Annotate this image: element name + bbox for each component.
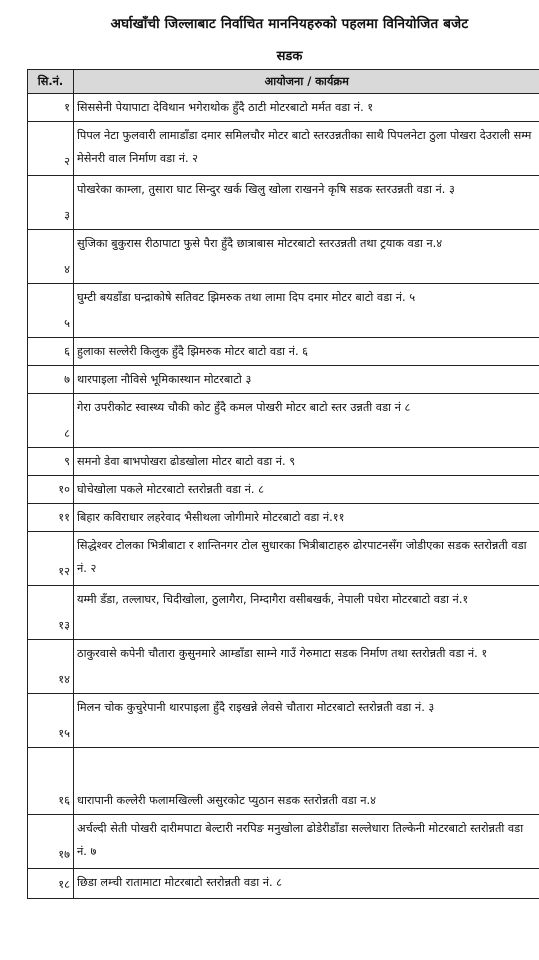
table-row bbox=[28, 94, 539, 122]
row-serial-number: २ bbox=[28, 122, 74, 176]
table-row bbox=[28, 869, 539, 899]
row-serial-number: ९ bbox=[28, 448, 74, 476]
row-program-description: पिपल नेटा फुलवारी लामाडाँडा दमार समिलचौर मोटर बाटो स्तरउन्नतीका साथै पिपलनेटा ठुला पोखरा देउराली सम्म मेसेनरी वाल निर्माण वडा नं. २ bbox=[74, 122, 539, 176]
row-program-description: अर्चल्दी सेती पोखरी दारीमपाटा बेल्टारी नरपिङ मनुखोला ढोडेरीडाँडा सल्लेधारा तिल्केनी मोटरबाटो स्तरोन्नती वडा नं. ७ bbox=[74, 815, 539, 869]
table-row bbox=[28, 176, 539, 230]
table-row bbox=[28, 230, 539, 284]
row-program-description: समनो डेवा बाभपोखरा ढोडखोला मोटर बाटो वडा नं. ९ bbox=[74, 448, 539, 476]
row-program-description: धारापानी कल्लेरी फलामखिल्ली असुरकोट प्युठान सडक स्तरोन्नती वडा न.४ bbox=[74, 748, 539, 815]
document-title: अर्घाखाँची जिल्लाबाट निर्वाचित माननियहरुको पहलमा विनियोजित बजेट bbox=[110, 16, 469, 32]
row-program-description: घुम्टी बयडाँडा घन्द्राकोषे सतिवट झिमरुक तथा लामा दिप दमार मोटर बाटो वडा नं. ५ bbox=[74, 284, 539, 338]
table-row bbox=[28, 815, 539, 869]
row-program-description: बिहार कविराधार लहरेवाद भैसीथला जोगीमारे मोटरबाटो वडा नं.११ bbox=[74, 504, 539, 532]
header-serial-number: सि.नं. bbox=[28, 70, 74, 94]
header-program: आयोजना / कार्यक्रम bbox=[74, 70, 539, 94]
row-serial-number: १५ bbox=[28, 694, 74, 748]
table-row bbox=[28, 694, 539, 748]
row-program-description: घोचेखोला पकले मोटरबाटो स्तरोन्नती वडा नं. ८ bbox=[74, 476, 539, 504]
row-program-description: थारपाइला नौविसे भूमिकास्थान मोटरबाटो ३ bbox=[74, 366, 539, 394]
table-row bbox=[28, 366, 539, 394]
row-program-description: ठाकुरवासे कपेनी चौतारा कुसुनमारे आम्डाँडा साम्ने गाउँ गेरुमाटा सडक निर्माण तथा स्तरोन्नती वडा नं. १ bbox=[74, 640, 539, 694]
row-program-description: यम्मी डँडा, तल्लाघर, चिदीखोला, ठुलागैरा, निम्दागैरा वसीबखर्क, नेपाली पधेरा मोटरबाटो वडा नं.१ bbox=[74, 586, 539, 640]
row-serial-number: १८ bbox=[28, 869, 74, 899]
row-program-description: सिद्धेश्वर टोलका भित्रीबाटा र शान्तिनगर टोल सुधारका भित्रीबाटाहरु ढोरपाटनसँग जोडीएका सडक स्तरोन्नती वडा नं. २ bbox=[74, 532, 539, 586]
row-program-description: गेरा उपरीकोट स्वास्थ्य चौकी कोट हुँदै कमल पोखरी मोटर बाटो स्तर उन्नती वडा नं ८ bbox=[74, 394, 539, 448]
table-header-row bbox=[28, 70, 539, 94]
row-program-description: सिससेनी पेयापाटा देविथान भगेराथोक हुँदै ठाटी मोटरबाटो मर्मत वडा नं. १ bbox=[74, 94, 539, 122]
row-program-description: हुलाका सल्लेरी किलुक हुँदै झिमरुक मोटर बाटो वडा नं. ६ bbox=[74, 338, 539, 366]
row-serial-number: १७ bbox=[28, 815, 74, 869]
row-serial-number: ६ bbox=[28, 338, 74, 366]
row-serial-number: १३ bbox=[28, 586, 74, 640]
row-serial-number: १२ bbox=[28, 532, 74, 586]
row-program-description: मिलन चोक कुचुरेपानी थारपाइला हुँदै राइखन्ने लेवसे चौतारा मोटरबाटो स्तरोन्नती वडा नं. ३ bbox=[74, 694, 539, 748]
section-heading: सडक bbox=[276, 49, 303, 64]
table-row bbox=[28, 122, 539, 176]
row-serial-number: १ bbox=[28, 94, 74, 122]
table-row bbox=[28, 748, 539, 815]
table-row bbox=[28, 504, 539, 532]
row-serial-number: ११ bbox=[28, 504, 74, 532]
table-row bbox=[28, 586, 539, 640]
table-row bbox=[28, 394, 539, 448]
row-serial-number: ७ bbox=[28, 366, 74, 394]
row-serial-number: १४ bbox=[28, 640, 74, 694]
row-program-description: सुजिका बुकुरास रीठापाटा फुसे पैरा हुँदै छात्राबास मोटरबाटो स्तरउन्नती तथा ट्रयाक वडा न.४ bbox=[74, 230, 539, 284]
table-row bbox=[28, 448, 539, 476]
table-row bbox=[28, 284, 539, 338]
row-serial-number: ५ bbox=[28, 284, 74, 338]
row-serial-number: ३ bbox=[28, 176, 74, 230]
table-body bbox=[28, 94, 539, 899]
table-row bbox=[28, 476, 539, 504]
table-row bbox=[28, 532, 539, 586]
table-row bbox=[28, 640, 539, 694]
row-serial-number: १६ bbox=[28, 748, 74, 815]
row-serial-number: ८ bbox=[28, 394, 74, 448]
row-serial-number: ४ bbox=[28, 230, 74, 284]
table-row bbox=[28, 338, 539, 366]
row-program-description: छिडा लम्ची रातामाटा मोटरबाटो स्तरोन्नती वडा नं. ८ bbox=[74, 869, 539, 899]
row-program-description: पोखरेका काम्ला, तुसारा घाट सिन्दुर खर्क खिलु खोला राखनने कृषि सडक स्तरउन्नती वडा नं. ३ bbox=[74, 176, 539, 230]
budget-table bbox=[27, 69, 539, 899]
row-serial-number: १० bbox=[28, 476, 74, 504]
